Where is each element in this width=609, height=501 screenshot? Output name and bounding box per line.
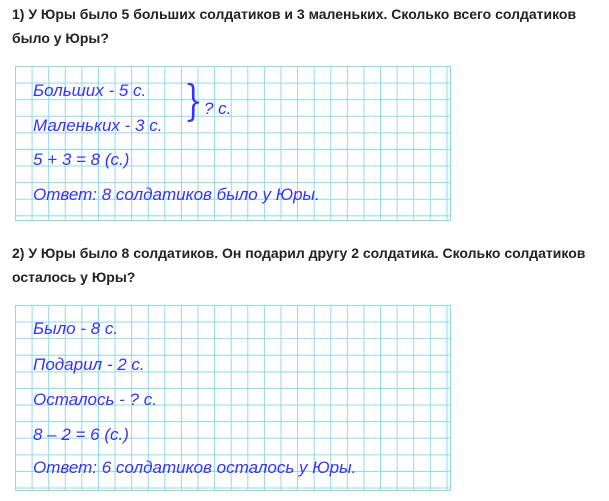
task-1-small-line: Маленьких - 3 с. xyxy=(33,116,163,135)
task-1-equation: 5 + 3 = 8 (с.) xyxy=(33,150,130,169)
task-1-text: 1) У Юры было 5 больших солдатиков и 3 маленьких. Сколько всего солдатиков было у Юры? xyxy=(12,6,577,46)
task-2-answer: Ответ: 6 солдатиков осталось у Юры. xyxy=(33,458,357,477)
task-2-gave-line: Подарил - 2 с. xyxy=(33,355,145,374)
curly-brace: } xyxy=(184,76,203,125)
task-2-had-line: Было - 8 с. xyxy=(33,319,119,338)
task-1-total-question: ? с. xyxy=(204,99,232,118)
task-1-big-line: Больших - 5 с. xyxy=(33,81,147,100)
task-2-left-line: Осталось - ? с. xyxy=(33,390,157,409)
task-2-text: 2) У Юры было 8 солдатиков. Он подарил другу 2 солдатика. Сколько солдатиков осталось у Юры? xyxy=(12,245,586,285)
task-1-answer: Ответ: 8 солдатиков было у Юры. xyxy=(33,185,320,204)
task-2-equation: 8 – 2 = 6 (с.) xyxy=(33,425,129,444)
